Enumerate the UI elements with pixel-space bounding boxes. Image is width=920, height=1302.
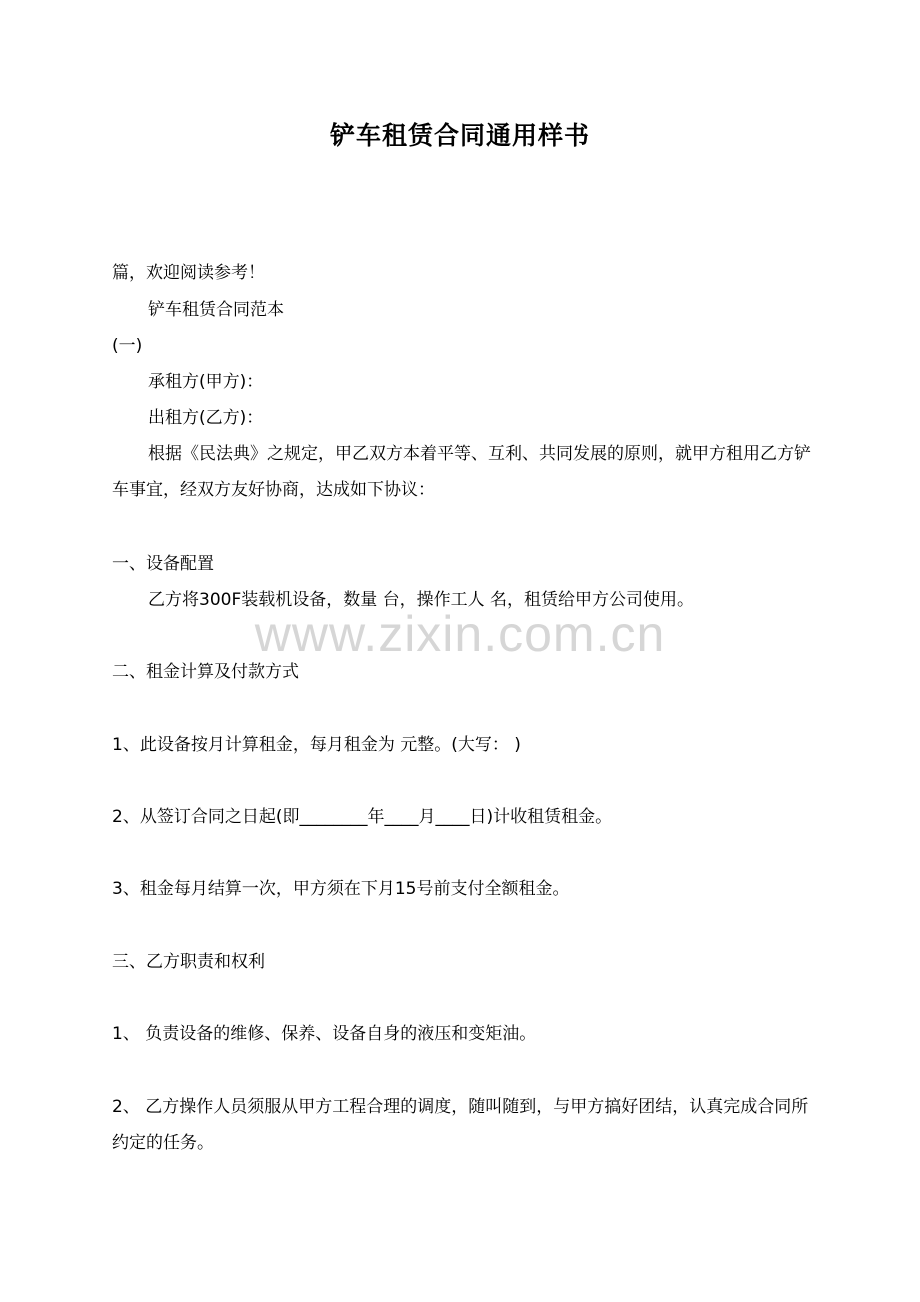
- section-1-text: 乙方将300F装载机设备，数量 台，操作工人 名，租赁给甲方公司使用。: [148, 590, 695, 610]
- section-2-item-1: 1、此设备按月计算租金，每月租金为 元整。(大写： ): [112, 735, 521, 755]
- section-2-item-3: 3、租金每月结算一次，甲方须在下月15号前支付全额租金。: [112, 879, 570, 899]
- document-title: 铲车租赁合同通用样书: [329, 121, 590, 150]
- section-marker: (一): [112, 336, 143, 356]
- intro-line: 篇，欢迎阅读参考！: [112, 263, 265, 283]
- section-3-item-2: 2、 乙方操作人员须服从甲方工程合理的调度，随叫随到，与甲方搞好团结，认真完成合同所约定的任务。: [112, 1097, 809, 1153]
- section-3-item-1: 1、 负责设备的维修、保养、设备自身的液压和变矩油。: [112, 1024, 537, 1044]
- preamble-paragraph: 根据《民法典》之规定，甲乙双方本着平等、互利、共同发展的原则，就甲方租用乙方铲车事宜，经双方友好协商，达成如下协议：: [112, 444, 811, 500]
- lessee-line: 承租方(甲方)：: [148, 372, 264, 392]
- section-1-heading: 一、设备配置: [112, 554, 214, 574]
- section-3-heading: 三、乙方职责和权利: [112, 952, 265, 972]
- section-2-item-2: 2、从签订合同之日起(即________年____月____日)计收租赁租金。: [112, 807, 613, 827]
- section-2-heading: 二、租金计算及付款方式: [112, 662, 299, 682]
- contract-subtitle: 铲车租赁合同范本: [148, 300, 284, 320]
- lessor-line: 出租方(乙方)：: [148, 408, 264, 428]
- watermark: www.zixin.com.cn: [254, 606, 666, 662]
